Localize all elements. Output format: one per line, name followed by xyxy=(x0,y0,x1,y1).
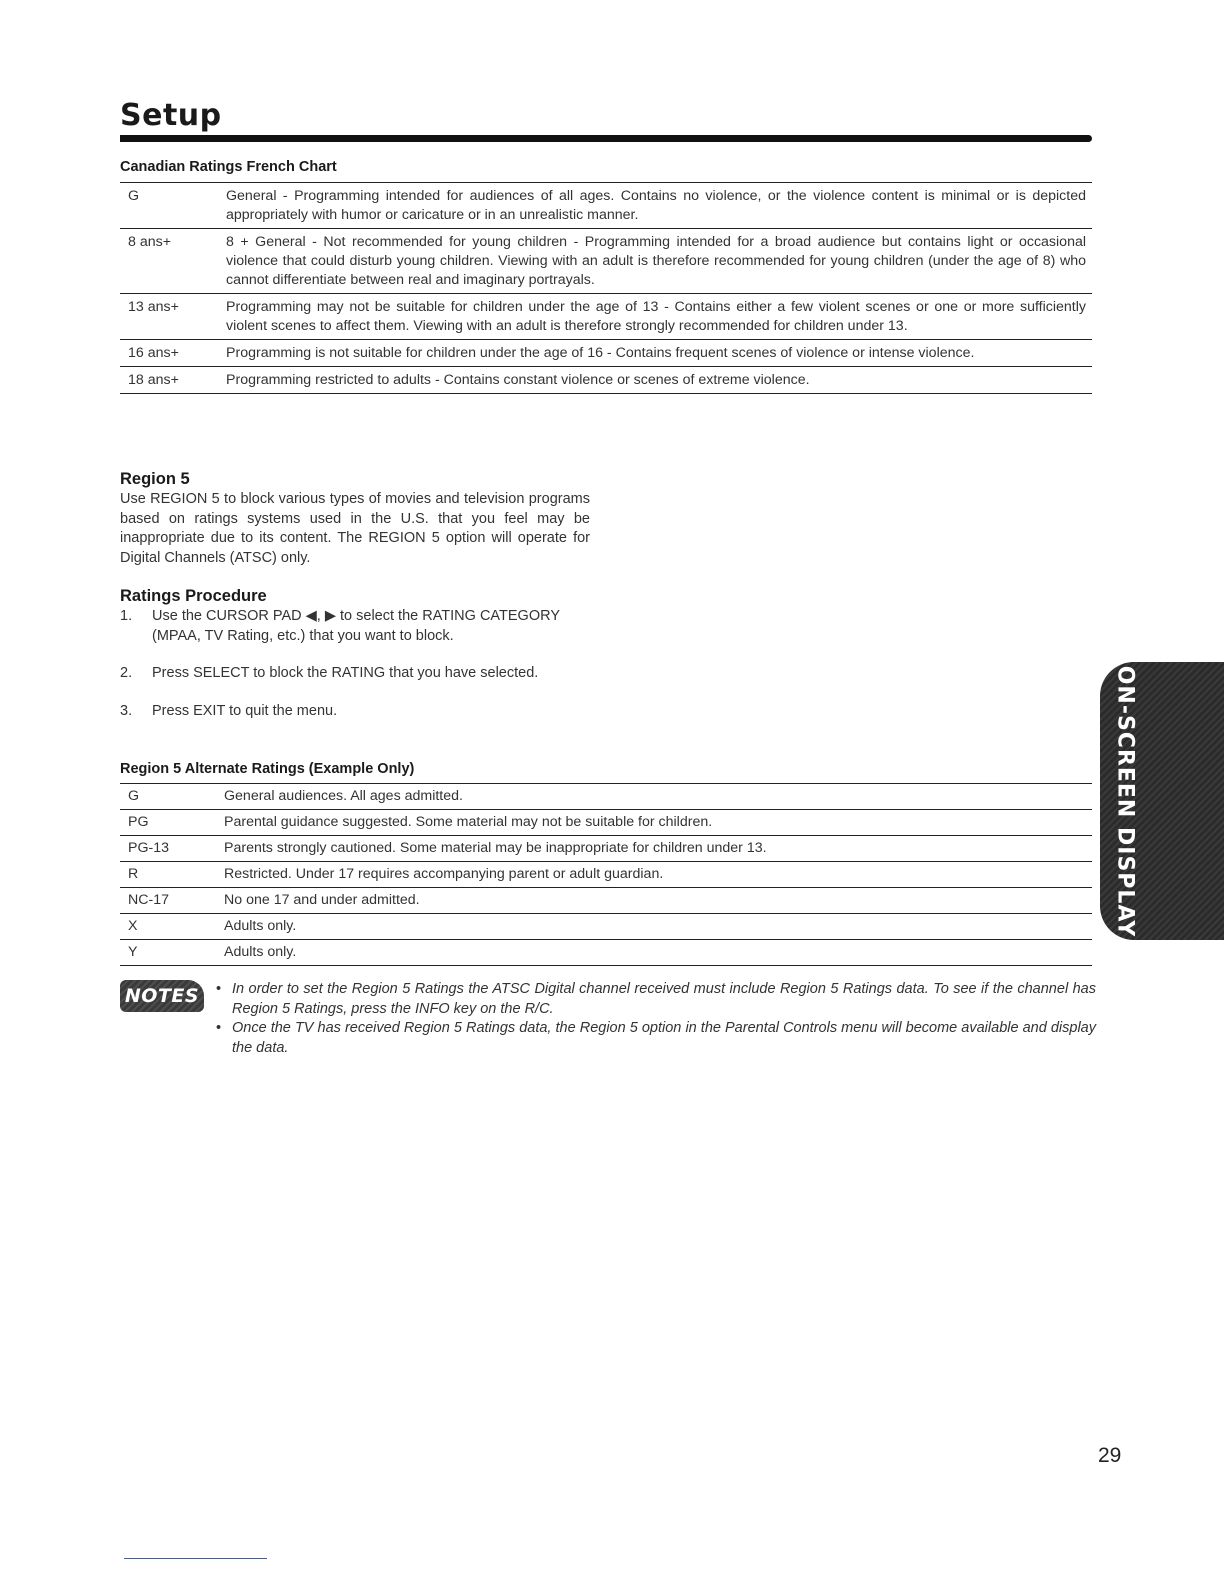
region5-body: Use REGION 5 to block various types of movies and television programs based on ratings systems used in the U.S. that you feel may be inappropriate due to its content. The REGION 5 option will operate for Digital Channels (ATSC) only. xyxy=(120,491,590,566)
rating-description: No one 17 and under admitted. xyxy=(216,888,1092,914)
rating-code: Y xyxy=(120,940,216,966)
bullet-icon: • xyxy=(216,981,222,997)
rating-description: Adults only. xyxy=(216,914,1092,940)
bullet-icon: • xyxy=(216,1020,222,1036)
note-item xyxy=(216,980,1096,1019)
title-rule xyxy=(120,135,1092,142)
note-text: Once the TV has received Region 5 Ratings data, the Region 5 option in the Parental Controls menu will become available and display the data. xyxy=(232,1020,1096,1056)
alt-ratings-table xyxy=(120,783,1092,966)
rating-description: Programming restricted to adults - Contains constant violence or scenes of extreme violence. xyxy=(218,367,1092,394)
step-number: 1. xyxy=(120,608,133,624)
rating-description: Parents strongly cautioned. Some material may be inappropriate for children under 13. xyxy=(216,836,1092,862)
rating-description: Programming is not suitable for children under the age of 16 - Contains frequent scenes of violence or intense violence. xyxy=(218,340,1092,367)
rating-description: 8 + General - Not recommended for young children - Programming intended for a broad audience but contains light or occasional violence that could disturb young children. Viewing with an adult is therefore recommended for young children (under the age of 8) who cannot differentiate between real and imaginary portrayals. xyxy=(218,229,1092,294)
table-row xyxy=(120,229,1092,294)
notes-list xyxy=(216,980,1096,1058)
notes-badge xyxy=(120,980,204,1012)
rating-description: General audiences. All ages admitted. xyxy=(216,784,1092,810)
rating-code: G xyxy=(120,784,216,810)
note-item xyxy=(216,1019,1096,1058)
rating-code: 16 ans+ xyxy=(120,340,218,367)
rating-description: Adults only. xyxy=(216,940,1092,966)
table-row xyxy=(120,914,1092,940)
table-row xyxy=(120,940,1092,966)
step-number: 3. xyxy=(120,703,133,719)
step-text: Press SELECT to block the RATING that you have selected. xyxy=(152,665,539,681)
step-text: Use the CURSOR PAD ◀, ▶ to select the RATING CATEGORY (MPAA, TV Rating, etc.) that you want to block. xyxy=(152,608,560,644)
table-row xyxy=(120,810,1092,836)
rating-code: 18 ans+ xyxy=(120,367,218,394)
side-tab-label: ON-SCREEN DISPLAY xyxy=(1112,665,1138,937)
table-row xyxy=(120,836,1092,862)
table-row xyxy=(120,888,1092,914)
rating-code: X xyxy=(120,914,216,940)
rating-code: 13 ans+ xyxy=(120,294,218,340)
side-tab-label-wrap xyxy=(1100,662,1150,940)
rating-code: PG xyxy=(120,810,216,836)
table-row xyxy=(120,784,1092,810)
table-row xyxy=(120,367,1092,394)
procedure-heading: Ratings Procedure xyxy=(120,587,267,605)
rating-description: Programming may not be suitable for children under the age of 13 - Contains either a few violent scenes or one or more sufficiently violent scenes to affect them. Viewing with an adult is therefore strongly recommended for children under 13. xyxy=(218,294,1092,340)
notes-label: NOTES xyxy=(124,985,200,1007)
footer-line xyxy=(124,1558,267,1559)
region5-heading: Region 5 xyxy=(120,470,190,488)
rating-code: NC-17 xyxy=(120,888,216,914)
rating-code: 8 ans+ xyxy=(120,229,218,294)
rating-code: PG-13 xyxy=(120,836,216,862)
step-number: 2. xyxy=(120,665,133,681)
rating-description: Parental guidance suggested. Some material may not be suitable for children. xyxy=(216,810,1092,836)
page-title: Setup xyxy=(120,98,222,133)
french-chart-title: Canadian Ratings French Chart xyxy=(120,159,337,175)
note-text: In order to set the Region 5 Ratings the ATSC Digital channel received must include Region 5 Ratings data. To see if the channel has Region 5 Ratings, press the INFO key on the R/C. xyxy=(232,981,1096,1017)
table-row xyxy=(120,294,1092,340)
rating-description: Restricted. Under 17 requires accompanying parent or adult guardian. xyxy=(216,862,1092,888)
french-ratings-table xyxy=(120,182,1092,394)
table-row xyxy=(120,183,1092,229)
alt-ratings-title: Region 5 Alternate Ratings (Example Only) xyxy=(120,761,415,777)
rating-code: R xyxy=(120,862,216,888)
table-row xyxy=(120,340,1092,367)
rating-description: General - Programming intended for audiences of all ages. Contains no violence, or the violence content is minimal or is depicted appropriately with humor or caricature or in an unrealistic manner. xyxy=(218,183,1092,229)
table-row xyxy=(120,862,1092,888)
rating-code: G xyxy=(120,183,218,229)
step-text: Press EXIT to quit the menu. xyxy=(152,703,338,719)
page-number: 29 xyxy=(1098,1444,1122,1467)
